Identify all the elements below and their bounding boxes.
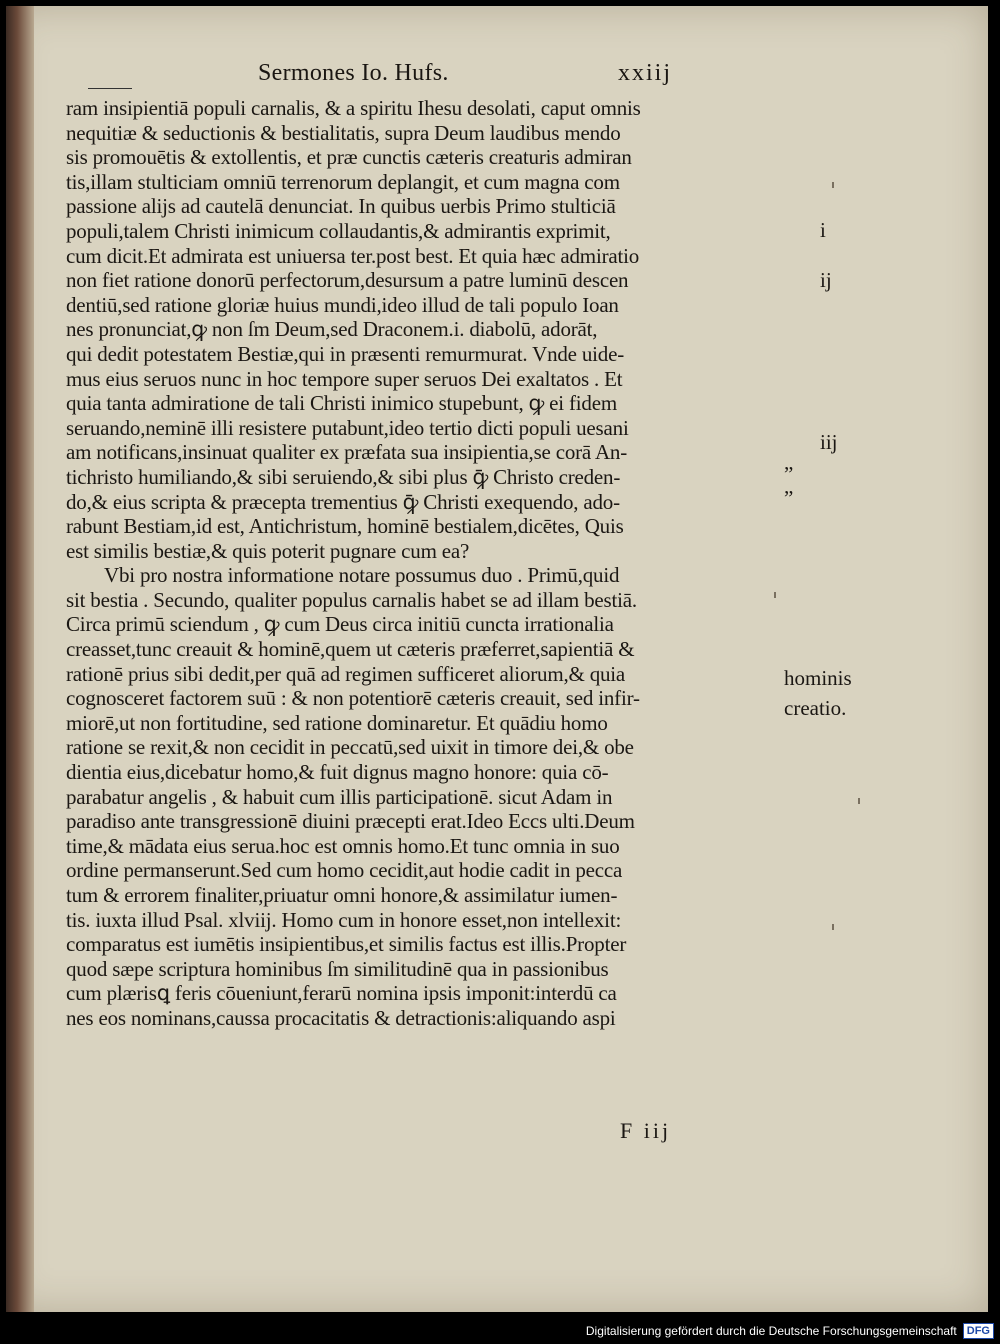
text-line: cum dicit.Et admirata est uniuersa ter.post best. Et quia hæc admiratio [66,243,640,268]
text-line: Circa primū sciendum , ꝙ cum Deus circa initiū cuncta irrationalia [66,612,614,637]
text-line: sit bestia . Secundo, qualiter populus carnalis habet se ad illam bestiā. [66,587,637,612]
page-header [6,60,988,96]
text-line: tis. iuxta illud Psal. xlviij. Homo cum in honore esset,non intellexit: [66,907,622,932]
text-line: rabunt Bestiam,id est, Antichristum, hominē bestialem,dicētes, Quis [66,514,624,539]
text-line: sis promouētis & extollentis, et præ cunctis cæteris creaturis admiran [66,145,632,170]
margin-numeral-3: iij [820,430,838,454]
text-line: dientia eius,dicebatur homo,& fuit dignus magno honore: quia cō- [66,760,609,785]
digitization-footer [586,1320,994,1342]
text-line: ordine permanserunt.Sed cum homo cecidit,aut hodie cadit in pecca [66,858,623,883]
body-text [66,96,786,1031]
page-binding-edge [6,6,34,1312]
text-line: nes eos nominans,caussa procacitatis & detractionis:aliquando aspi [66,1005,616,1030]
text-line: quod sæpe scriptura hominibus ſm similitudinē qua in passionibus [66,956,609,981]
text-line: miorē,ut non fortitudine, sed ratione dominaretur. Et quādiu homo [66,710,608,735]
text-line: qui dedit potestatem Bestiæ,qui in præsenti remurmurat. Vnde uide- [66,341,624,366]
funding-credit: Digitalisierung gefördert durch die Deutsche Forschungsgemeinschaft [585,1324,957,1338]
text-line: est similis bestiæ,& quis poterit pugnare cum ea? [66,538,470,563]
margin-mark [832,182,834,188]
text-line: dentiū,sed ratione gloriæ huius mundi,ideo illud de tali populo Ioan [66,292,619,317]
margin-mark [774,592,776,598]
text-line: ratione se rexit,& non cecidit in peccatū,sed uixit in timore dei,& obe [66,735,634,760]
paragraph-start-line: Vbi pro nostra informatione notare possumus duo . Primū,quid [104,563,620,588]
dfg-logo: DFG [963,1323,994,1339]
margin-quote-mark: ” [784,462,794,486]
text-line: non fiet ratione donorū perfectorum,desursum a patre luminū descen [66,268,629,293]
margin-note-creatio: creatio. [784,696,847,720]
margin-mark [858,798,860,804]
text-line: quia tanta admiratione de tali Christi inimico stupebunt, ꝙ ei fidem [66,391,617,416]
folio-number: xxiij [618,60,673,86]
margin-mark [832,924,834,930]
text-line: ram insipientiā populi carnalis, & a spiritu Ihesu desolati, caput omnis [66,96,641,120]
text-line: time,& mādata eius serua.hoc est omnis homo.Et tunc omnia in suo [66,833,620,858]
text-line: tum & errorem finaliter,priuatur omni honore,& assimilatur iumen- [66,883,618,907]
text-line: cum plærisꝗ feris cōueniunt,ferarū nomina ipsis imponit:interdū ca [66,981,617,1006]
margin-note-hominis: hominis [784,666,852,690]
text-line: nequitiæ & seductionis & bestialitatis, supra Deum laudibus mendo [66,120,621,145]
header-rule [88,88,132,89]
margin-numeral-1: i [820,218,826,242]
margin-numeral-2: ij [820,268,832,292]
text-line: mus eius seruos nunc in hoc tempore super seruos Dei exaltatos . Et [66,366,623,391]
text-line: nes pronunciat,ꝙ non ſm Deum,sed Draconem.i. diabolū, adorāt, [66,317,598,342]
text-line: cognosceret factorem suū : & non potentiorē cæteris creauit, sed infir- [66,686,640,711]
text-line: parabatur angelis , & habuit cum illis participationē. sicut Adam in [66,784,613,809]
running-title: Sermones Io. Hufs. [258,60,449,86]
text-line: am notificans,insinuat qualiter ex præfata sua insipientia,se corā An- [66,440,627,465]
text-line: tichristo humiliando,& sibi seruiendo,& sibi plus ꝙ̄ Christo creden- [66,464,621,489]
signature-mark: F iij [620,1118,672,1143]
book-page [6,6,988,1312]
text-line: seruando,neminē illi resistere putabunt,ideo tertio dicti populi uesani [66,415,629,440]
text-line: creasset,tunc creauit & hominē,quem ut cæteris præferret,sapientiā & [66,637,635,662]
text-line: populi,talem Christi inimicum collaudantis,& admirantis exprimit, [66,218,611,243]
text-line: tis,illam stulticiam omniū terrenorum deplangit, et cum magna com [66,169,620,194]
margin-quote-mark: ” [784,486,794,510]
text-line: passione alijs ad cautelā denunciat. In quibus uerbis Primo stulticiā [66,194,616,219]
text-line: do,& eius scripta & præcepta trementius ꝙ̄ Christi exequendo, ado- [66,489,620,514]
text-line: comparatus est iumētis insipientibus,et similis factus est illis.Propter [66,932,627,957]
text-line: rationē prius sibi dedit,per quā ad regimen sufficeret aliorum,& quia [66,661,626,686]
text-line: paradiso ante transgressionē diuini præcepti erat.Ideo Eccs ulti.Deum [66,809,635,834]
